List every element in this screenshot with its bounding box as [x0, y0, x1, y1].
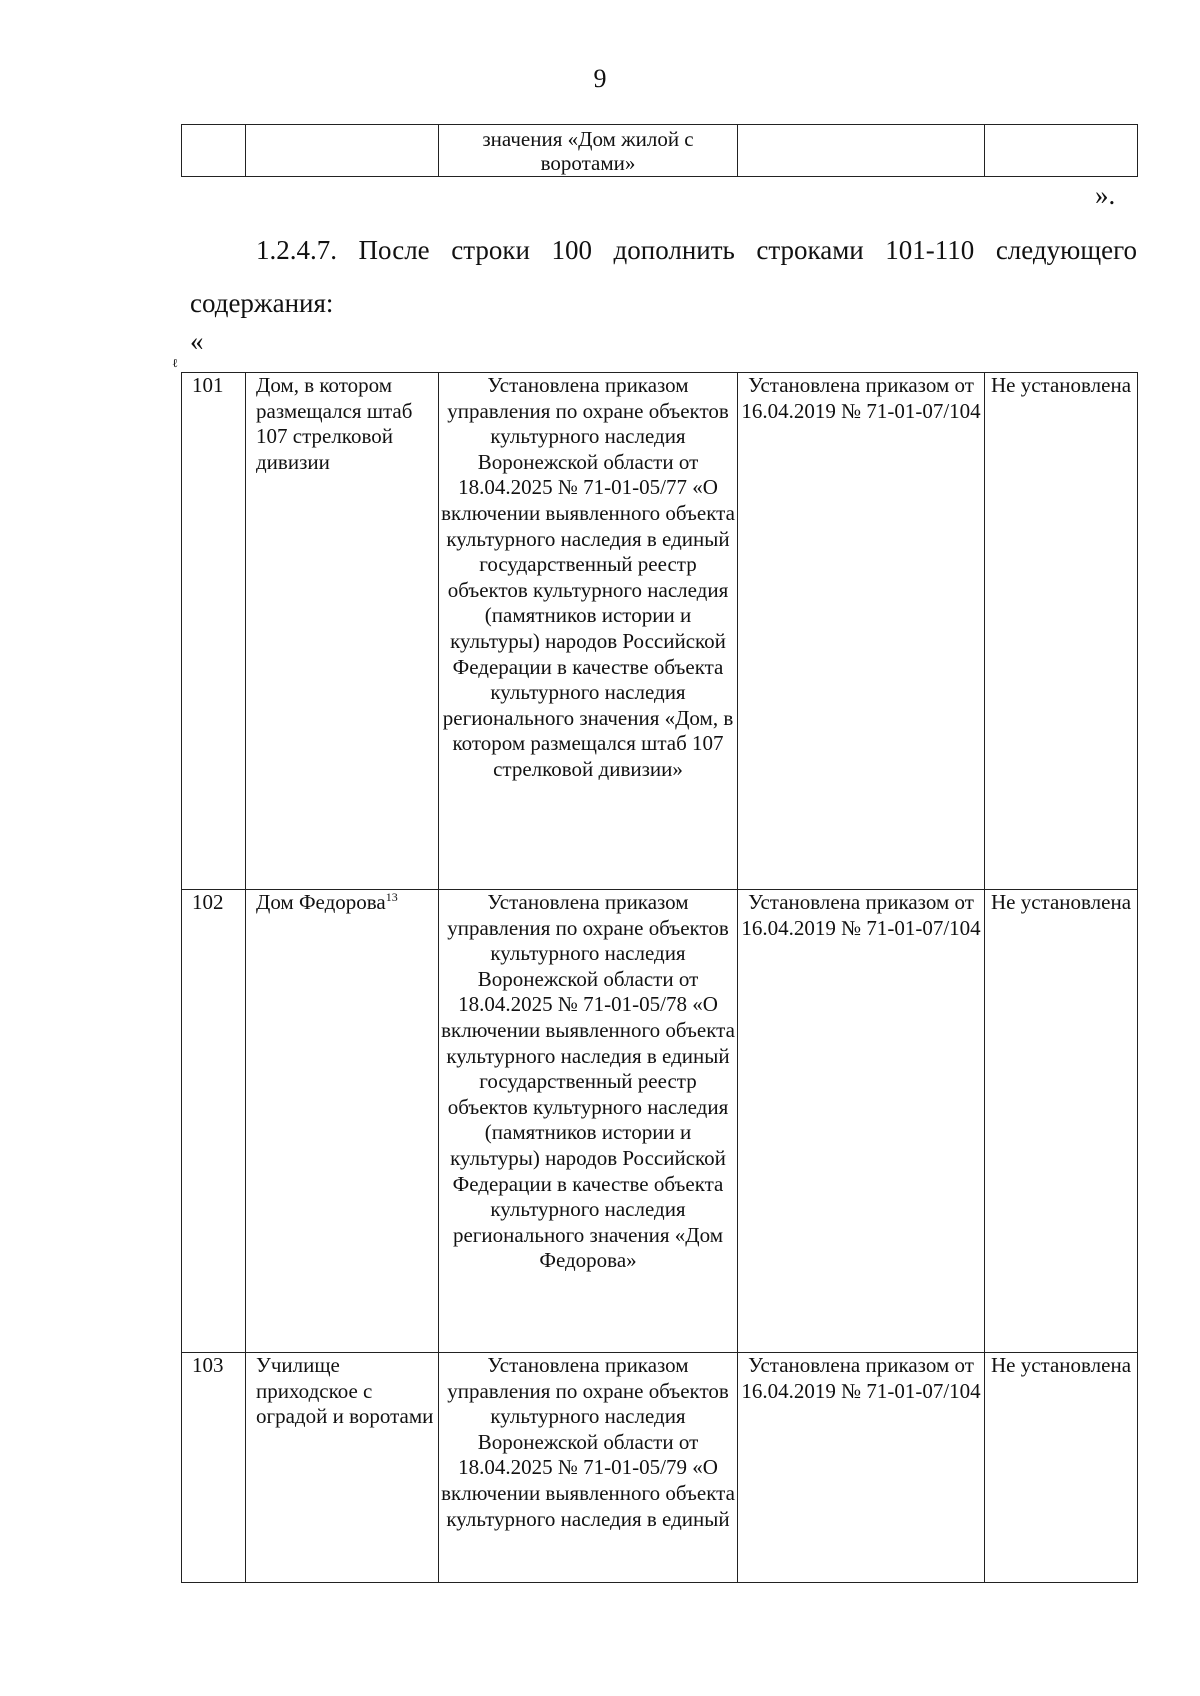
table-row: [182, 373, 1138, 890]
boundary-text: Установлена приказом от 16.04.2019 № 71-01-07/104: [738, 890, 985, 1353]
table-row: [182, 1353, 1138, 1583]
object-name-text: Дом Федорова: [256, 890, 386, 914]
objects-table: [181, 372, 1138, 1583]
boundary-text: Установлена приказом от 16.04.2019 № 71-01-07/104: [738, 373, 985, 890]
order-text: Установлена приказом управления по охране объектов культурного наследия Воронежской области от 18.04.2025 № 71-01-05/79 «О включении выявленного объекта культурного наследия в единый: [439, 1353, 738, 1583]
table-cell: [738, 125, 985, 177]
zone-text: Не установлена: [985, 373, 1138, 890]
zone-text: Не установлена: [985, 1353, 1138, 1583]
continuation-text: значения «Дом жилой с воротами»: [439, 125, 738, 177]
opening-quote-mark: «: [190, 326, 204, 356]
object-name: [246, 1353, 439, 1583]
row-number: 102: [182, 890, 246, 1353]
object-name: [246, 890, 439, 1353]
row-number: 101: [182, 373, 246, 890]
stray-scan-mark: ℓ: [172, 356, 178, 370]
zone-text: Не установлена: [985, 890, 1138, 1353]
order-text: Установлена приказом управления по охране объектов культурного наследия Воронежской области от 18.04.2025 № 71-01-05/78 «О включении выявленного объекта культурного наследия в единый государственный реестр объектов культурного наследия (памятников истории и культуры) народов Российской Федерации в качестве объекта культурного наследия регионального значения «Дом Федорова»: [439, 890, 738, 1353]
order-text: Установлена приказом управления по охране объектов культурного наследия Воронежской области от 18.04.2025 № 71-01-05/77 «О включении выявленного объекта культурного наследия в единый государственный реестр объектов культурного наследия (памятников истории и культуры) народов Российской Федерации в качестве объекта культурного наследия регионального значения «Дом, в котором размещался штаб 107 стрелковой дивизии»: [439, 373, 738, 890]
object-name-text: Училище приходское с оградой и воротами: [256, 1353, 434, 1429]
continuation-table: [181, 124, 1138, 177]
table-row: [182, 125, 1138, 177]
page-number: 9: [593, 64, 607, 93]
boundary-text: Установлена приказом от 16.04.2019 № 71-01-07/104: [738, 1353, 985, 1583]
table-cell: [246, 125, 439, 177]
closing-quote-mark: ».: [1095, 180, 1116, 210]
object-name: [246, 373, 439, 890]
table-cell: [182, 125, 246, 177]
object-name-text: Дом, в котором размещался штаб 107 стрелковой дивизии: [256, 373, 413, 474]
row-number: 103: [182, 1353, 246, 1583]
table-row: [182, 890, 1138, 1353]
footnote-mark: 13: [385, 890, 398, 904]
table-cell: [985, 125, 1138, 177]
amendment-paragraph: 1.2.4.7. После строки 100 дополнить строками 101-110 следующего содержания:: [190, 235, 1137, 318]
